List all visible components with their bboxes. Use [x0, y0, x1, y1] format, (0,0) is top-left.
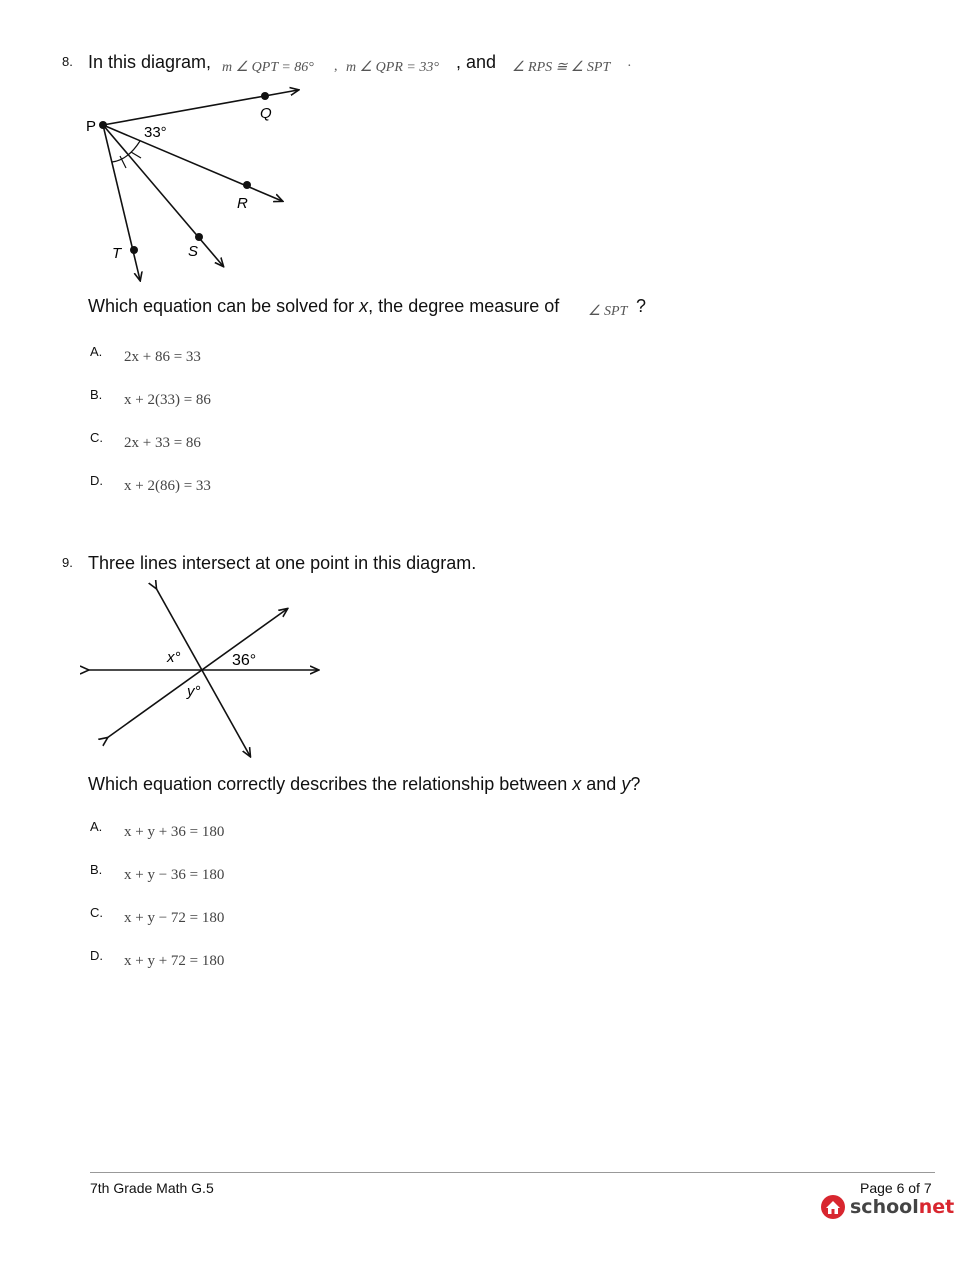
footer-divider	[90, 1172, 935, 1173]
label-R: R	[237, 195, 248, 212]
label-S: S	[188, 243, 199, 260]
q8-option-d[interactable]: x + 2(86) = 33	[124, 478, 211, 494]
label-Q: Q	[260, 105, 272, 122]
line-steep	[156, 588, 250, 756]
q9-option-a-letter[interactable]: A.	[90, 819, 103, 834]
q8-option-a-letter[interactable]: A.	[90, 344, 103, 359]
question-9-prompt: Which equation correctly describes the relationship between x and y?	[88, 774, 641, 794]
question-9-lines-diagram	[80, 580, 330, 765]
question-8-given-3: ∠ RPS ≅ ∠ SPT	[512, 60, 611, 75]
question-8-and: , and	[456, 52, 497, 72]
q9-option-b-letter[interactable]: B.	[90, 862, 103, 877]
label-angle-33: 33°	[144, 124, 167, 141]
footer-page-number: Page 6 of 7	[860, 1180, 932, 1196]
point-R	[243, 181, 251, 189]
line-diagonal	[107, 609, 287, 738]
label-y: y°	[187, 683, 201, 700]
question-9-number: 9.	[62, 555, 73, 570]
question-8-prompt-angle: ∠ SPT	[588, 304, 628, 319]
q8-option-b-letter[interactable]: B.	[90, 387, 103, 402]
q8-option-d-letter[interactable]: D.	[90, 473, 103, 488]
label-x: x°	[167, 649, 181, 666]
question-9-intro: Three lines intersect at one point in this diagram.	[88, 553, 477, 573]
schoolnet-wordmark: schoolnet	[850, 1196, 955, 1218]
point-T	[130, 246, 138, 254]
label-36: 36°	[232, 652, 257, 669]
question-8-given-1: m ∠ QPT = 86°	[222, 60, 314, 75]
footer-course-title: 7th Grade Math G.5	[90, 1180, 214, 1196]
q9-option-a[interactable]: x + y + 36 = 180	[124, 824, 225, 840]
ray-PR	[103, 125, 282, 201]
q8-option-c[interactable]: 2x + 33 = 86	[124, 435, 201, 451]
label-T: T	[112, 245, 122, 262]
point-Q	[261, 92, 269, 100]
point-S	[195, 233, 203, 241]
label-P: P	[86, 118, 97, 135]
question-8-intro: In this diagram,	[88, 52, 212, 72]
q8-option-c-letter[interactable]: C.	[90, 430, 103, 445]
q8-option-b[interactable]: x + 2(33) = 86	[124, 392, 211, 408]
q9-option-d-letter[interactable]: D.	[90, 948, 103, 963]
q9-option-c[interactable]: x + y − 72 = 180	[124, 910, 225, 926]
q9-option-b[interactable]: x + y − 36 = 180	[124, 867, 225, 883]
question-8-number: 8.	[62, 54, 73, 69]
q9-option-d[interactable]: x + y + 72 = 180	[124, 953, 225, 969]
question-8-prompt-end: ?	[636, 296, 647, 316]
question-8-given-2: m ∠ QPR = 33°	[346, 60, 439, 75]
schoolnet-logo	[820, 1194, 954, 1220]
point-P	[99, 121, 107, 129]
tick-mark	[131, 152, 141, 158]
question-8-angle-diagram	[80, 80, 310, 285]
house-icon	[820, 1194, 846, 1220]
q8-option-a[interactable]: 2x + 86 = 33	[124, 349, 201, 365]
question-8-prompt: Which equation can be solved for x, the degree measure of	[88, 296, 560, 316]
q9-option-c-letter[interactable]: C.	[90, 905, 103, 920]
